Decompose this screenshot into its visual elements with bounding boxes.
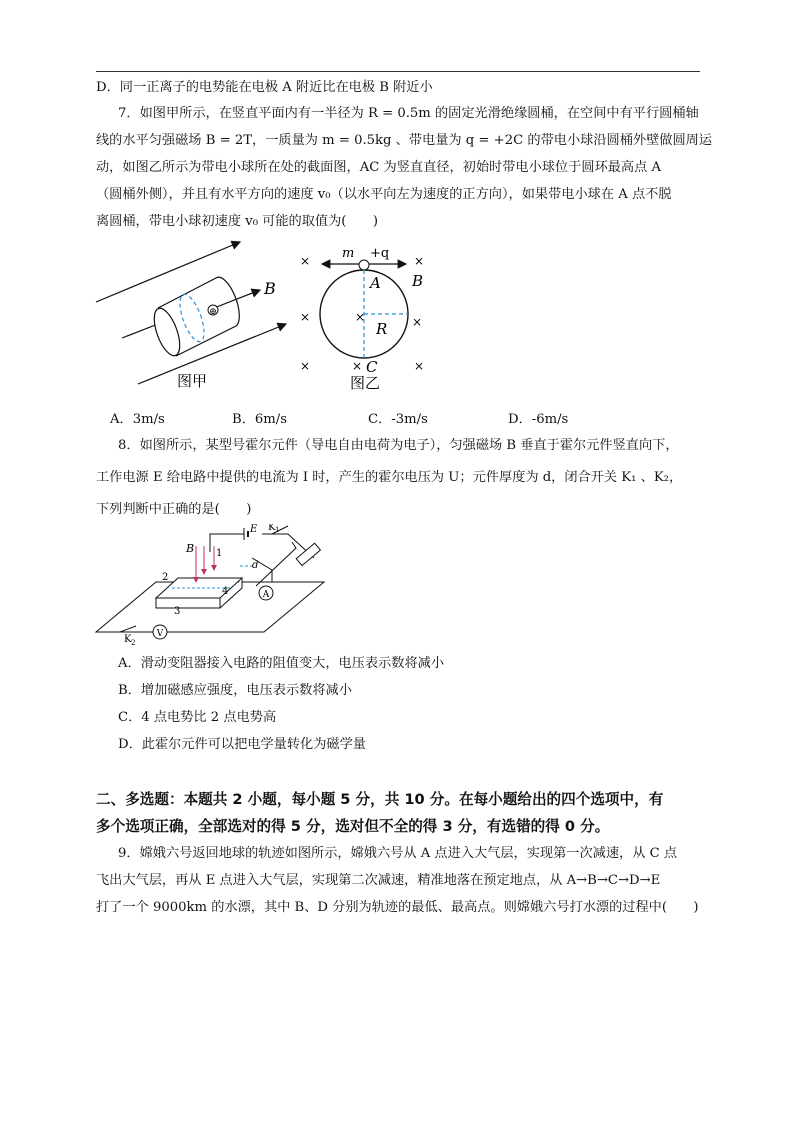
cross-section-ellipse bbox=[175, 291, 209, 344]
field-cross: × bbox=[300, 254, 311, 268]
label-d: d bbox=[252, 560, 259, 571]
section2-heading-line-2: 多个选项正确，全部选对的得 5 分，选对但不全的得 3 分，有选错的得 0 分。 bbox=[96, 818, 610, 835]
field-cross: × bbox=[414, 359, 425, 373]
q8-hall-circuit bbox=[92, 524, 342, 646]
label-2: 2 bbox=[162, 572, 169, 583]
figure-caption: 图甲 bbox=[176, 372, 208, 388]
label-e: E bbox=[250, 524, 258, 535]
label-b: B bbox=[412, 272, 424, 290]
q7-option-b[interactable]: B．6m/s bbox=[232, 412, 287, 427]
q6-option-d: D．同一正离子的电势能在电极 A 附近比在电极 B 附近小 bbox=[96, 80, 433, 95]
field-line bbox=[96, 242, 240, 302]
q9-stem-line-3: 打了一个 9000km 的水漂，其中 B、D 分别为轨迹的最低、最高点。则嫦娥六号打水漂的过程中( ) bbox=[96, 900, 699, 915]
section2-heading-line-1: 二、多选题：本题共 2 小题，每小题 5 分，共 10 分。在每小题给出的四个选项中，有 bbox=[96, 791, 664, 808]
header-rule bbox=[96, 71, 700, 72]
q8-option-c[interactable]: C．4 点电势比 2 点电势高 bbox=[118, 710, 277, 725]
q7-stem-line-5: 离圆桶，带电小球初速度 v₀ 可能的取值为( ) bbox=[96, 214, 378, 229]
field-cross: × bbox=[300, 310, 311, 324]
q7-stem-line-3: 动，如图乙所示为带电小球所在处的截面图，AC 为竖直直径，初始时带电小球位于圆环最高点 A bbox=[96, 160, 662, 175]
q9-stem-line-2: 飞出大气层，再从 E 点进入大气层，实现第二次减速，精准地落在预定地点，从 A→B→C→D→E bbox=[96, 873, 661, 888]
label-k1: K bbox=[268, 524, 276, 533]
label-k2: K bbox=[124, 634, 132, 645]
label-a: A bbox=[370, 274, 381, 292]
figure-caption: 图乙 bbox=[349, 374, 381, 390]
field-cross: × bbox=[355, 310, 366, 324]
label-b: B bbox=[264, 279, 276, 298]
label-r: R bbox=[376, 320, 388, 338]
q8-stem-line-1: 8．如图所示，某型号霍尔元件（导电自由电荷为电子），匀强磁场 B 垂直于霍尔元件竖直向下， bbox=[118, 438, 679, 453]
field-cross: × bbox=[300, 359, 311, 373]
q8-option-a[interactable]: A．滑动变阻器接入电路的阻值变大，电压表示数将减小 bbox=[118, 656, 445, 671]
q7-options bbox=[110, 408, 710, 426]
ammeter-label: A bbox=[262, 590, 270, 600]
voltmeter-label: V bbox=[156, 629, 164, 639]
charge-symbol-text: ⊕ bbox=[209, 307, 217, 317]
field-cross: × bbox=[352, 359, 363, 373]
q7-figure-b bbox=[290, 240, 440, 390]
field-cross: × bbox=[414, 254, 425, 268]
q9-stem-line-1: 9．嫦娥六号返回地球的轨迹如图所示，嫦娥六号从 A 点进入大气层，实现第一次减速，从 C 点 bbox=[118, 846, 678, 861]
label-k2-sub: 2 bbox=[131, 639, 136, 646]
cylinder-end bbox=[149, 305, 185, 359]
rheostat bbox=[296, 543, 320, 565]
label-k1-sub: 1 bbox=[275, 526, 280, 534]
q7-figure-a bbox=[92, 238, 292, 388]
q7-stem-line-2: 线的水平匀强磁场 B = 2T，一质量为 m = 0.5kg 、带电量为 q = +2C 的带电小球沿圆桶外壁做圆周运 bbox=[96, 133, 713, 148]
q7-stem-line-1: 7．如图甲所示，在竖直平面内有一半径为 R = 0.5m 的固定光滑绝缘圆桶，在空间中有平行圆桶轴 bbox=[118, 106, 699, 121]
q8-option-b[interactable]: B．增加磁感应强度，电压表示数将减小 bbox=[118, 683, 352, 698]
label-1: 1 bbox=[216, 548, 223, 559]
label-q: +q bbox=[370, 246, 390, 261]
switch-k2 bbox=[120, 626, 136, 632]
field-line bbox=[122, 324, 158, 338]
label-b: B bbox=[186, 542, 195, 555]
field-line bbox=[214, 290, 260, 308]
q7-option-d[interactable]: D．-6m/s bbox=[508, 412, 569, 427]
label-3: 3 bbox=[174, 606, 181, 617]
label-c: C bbox=[366, 358, 378, 376]
q7-option-a[interactable]: A．3m/s bbox=[110, 412, 165, 427]
q7-option-c[interactable]: C．-3m/s bbox=[368, 412, 428, 427]
label-m: m bbox=[342, 246, 355, 261]
q8-option-d[interactable]: D．此霍尔元件可以把电学量转化为磁学量 bbox=[118, 737, 366, 752]
label-4: 4 bbox=[222, 586, 229, 597]
q7-stem-line-4: （圆桶外侧），并且有水平方向的速度 v₀（以水平向左为速度的正方向），如果带电小球在 A 点不脱 bbox=[96, 187, 672, 202]
charged-ball bbox=[359, 260, 369, 270]
field-cross: × bbox=[412, 315, 423, 329]
q8-stem-line-2: 工作电源 E 给电路中提供的电流为 I 时，产生的霍尔电压为 U；元件厚度为 d，闭合开关 K₁ 、K₂， bbox=[96, 470, 683, 485]
q8-stem-line-3: 下列判断中正确的是( ) bbox=[96, 502, 252, 517]
